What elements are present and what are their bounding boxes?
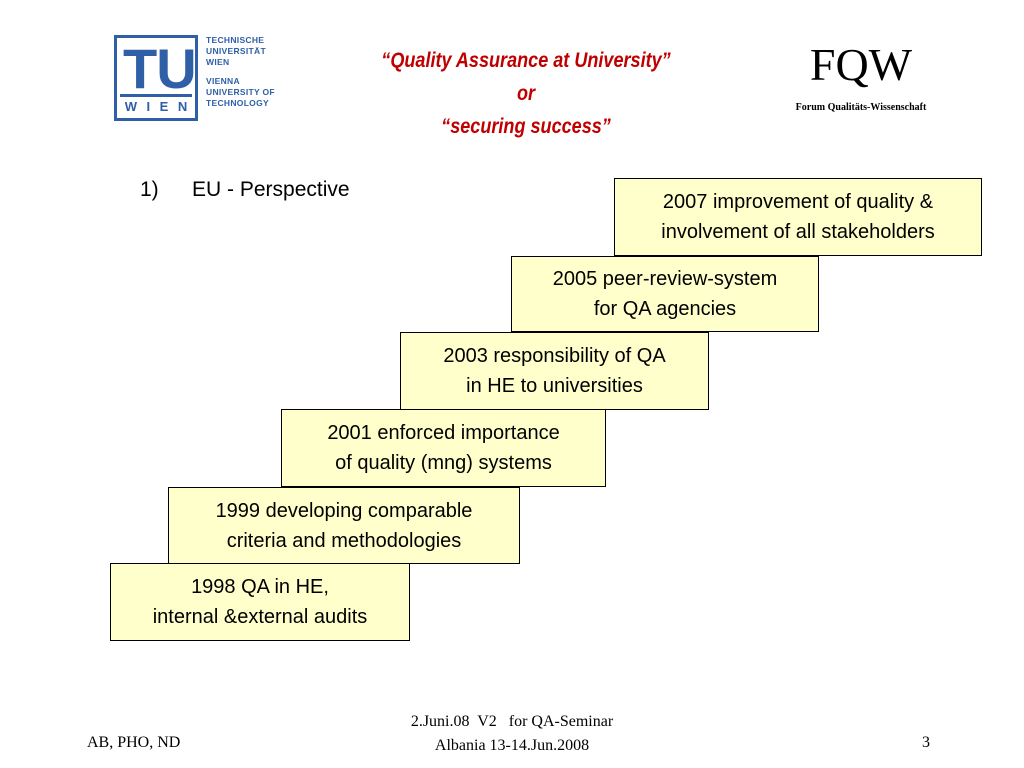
tu-logo-mark bbox=[114, 35, 198, 121]
milestone-line: 2007 improvement of quality & bbox=[662, 191, 934, 213]
section-heading bbox=[140, 177, 350, 203]
slide-title-line-2: or bbox=[516, 82, 536, 105]
milestone-2003 bbox=[400, 332, 709, 410]
tu-logo-line: TECHNOLOGY bbox=[206, 98, 269, 108]
footer-authors: AB, PHO, ND bbox=[87, 734, 181, 751]
tu-wien-logo bbox=[114, 35, 284, 123]
milestone-line: 1998 QA in HE, bbox=[191, 576, 329, 598]
tu-logo-wien-bar bbox=[120, 94, 192, 115]
milestone-line: 2005 peer-review-system bbox=[552, 268, 778, 290]
tu-logo-wien-letter: E bbox=[159, 98, 169, 114]
section-number: 1) bbox=[140, 178, 159, 201]
tu-logo-line: VIENNA bbox=[206, 76, 240, 86]
tu-logo-letters: TU bbox=[123, 37, 196, 100]
milestone-2007 bbox=[614, 178, 982, 256]
milestone-1999 bbox=[168, 487, 520, 564]
tu-logo-line: TECHNISCHE bbox=[206, 35, 265, 45]
milestone-line: for QA agencies bbox=[593, 298, 737, 320]
milestone-2001 bbox=[281, 409, 606, 487]
footer-event-line-2: Albania 13-14.Jun.2008 bbox=[434, 737, 590, 754]
tu-logo-wordmark bbox=[206, 35, 296, 109]
milestone-2005 bbox=[511, 256, 819, 332]
milestone-line: internal &external audits bbox=[152, 606, 368, 628]
fqw-full-name: Forum Qualitäts-Wissenschaft bbox=[795, 102, 927, 113]
slide-title-line-3: “securing success” bbox=[441, 115, 611, 138]
milestone-line: of quality (mng) systems bbox=[335, 452, 552, 474]
slide-title bbox=[345, 44, 706, 143]
milestone-1998 bbox=[110, 563, 410, 641]
tu-logo-wien-letter: N bbox=[177, 98, 188, 114]
footer-event-line-1: 2.Juni.08 V2 for QA-Seminar bbox=[410, 713, 614, 730]
milestone-line: 2003 responsibility of QA bbox=[443, 345, 666, 367]
milestone-line: 1999 developing comparable bbox=[215, 499, 473, 522]
milestone-line: involvement of all stakeholders bbox=[661, 221, 935, 243]
tu-logo-line: WIEN bbox=[206, 57, 230, 67]
tu-logo-line: UNIVERSITÄT bbox=[206, 46, 266, 56]
milestone-line: in HE to universities bbox=[466, 375, 643, 397]
footer-page-number: 3 bbox=[922, 734, 930, 751]
milestone-line: criteria and methodologies bbox=[226, 529, 462, 552]
tu-logo-line: UNIVERSITY OF bbox=[206, 87, 275, 97]
fqw-abbreviation: FQW bbox=[809, 39, 913, 90]
tu-logo-wien-letter: I bbox=[146, 98, 151, 114]
milestone-line: 2001 enforced importance bbox=[327, 422, 560, 444]
footer-event bbox=[362, 710, 662, 758]
fqw-logo bbox=[776, 38, 946, 113]
section-title: EU - Perspective bbox=[192, 178, 350, 201]
tu-logo-wien-letter: W bbox=[124, 98, 138, 114]
slide-title-line-1: “Quality Assurance at University” bbox=[381, 49, 671, 72]
